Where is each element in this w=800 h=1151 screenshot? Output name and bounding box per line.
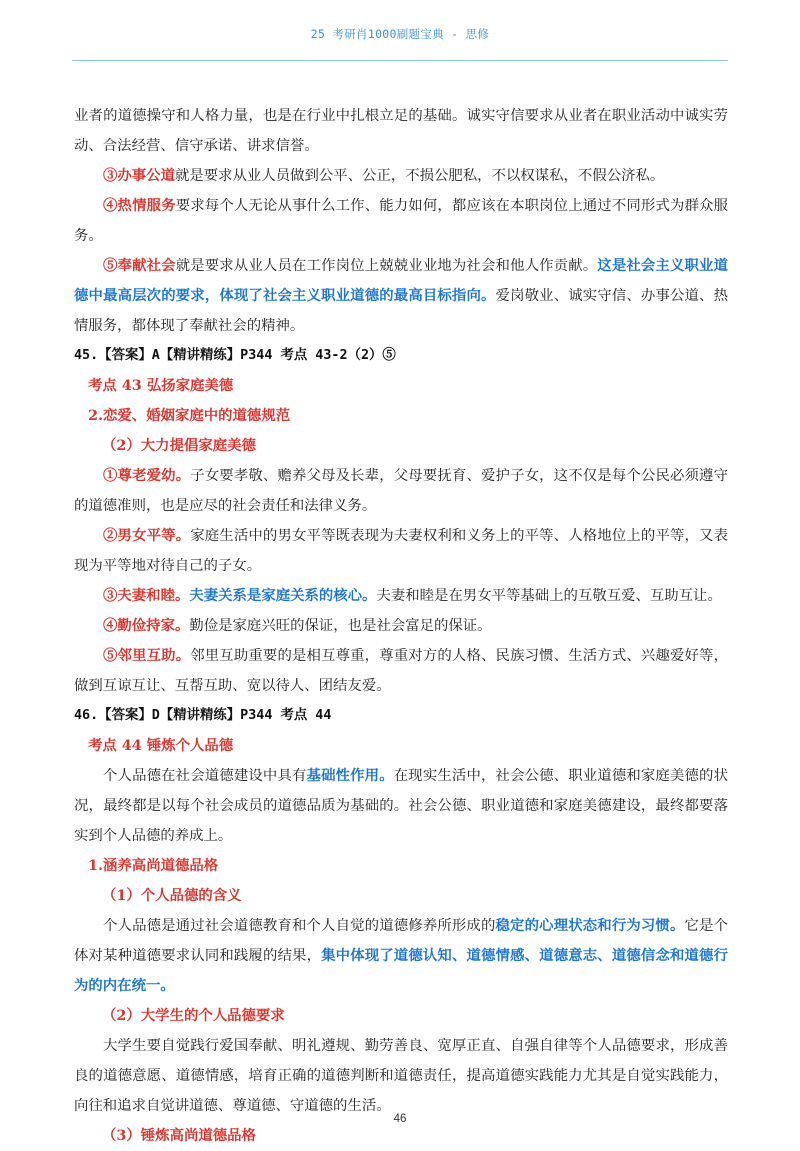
highlight-text: 稳定的心理状态和行为习惯。 xyxy=(495,917,685,934)
paragraph-text: 要求每个人无论从事什么工作、能力如何，都应该在本职岗位上通过不同形式为群众服务。 xyxy=(74,198,728,244)
paragraph-dedication xyxy=(74,251,728,341)
paragraph-neighbor-help xyxy=(74,641,728,701)
highlight-text: 夫妻关系是家庭关系的核心。 xyxy=(189,587,377,604)
term-label: ④勤俭持家。 xyxy=(103,617,190,634)
paragraph-text: 个人品德是通过社会道德教育和个人自觉的道德修养所形成的 xyxy=(103,918,496,934)
item-heading: （2）大学生的个人品德要求 xyxy=(102,1007,285,1024)
paragraph-integrity-cont xyxy=(74,101,728,161)
term-label: ①尊老爱幼。 xyxy=(103,467,191,484)
answer-45: 45.【答案】A【精讲精练】P344 考点 43-2（2）⑤ xyxy=(74,348,396,363)
paragraph-harmony xyxy=(74,581,728,611)
term-label: ④热情服务 xyxy=(103,197,176,214)
paragraph-text: 大学生要自觉践行爱国奉献、明礼遵规、勤劳善良、宽厚正直、自强自律等个人品德要求，形成善良的道德意愿、道德情感，培育正确的道德判断和道德责任，提高道德实践能力尤其是自觉实践能力，向往和追求自觉讲道德、尊道德、守道德的生活。 xyxy=(74,1038,728,1114)
term-label: ②男女平等。 xyxy=(103,527,191,544)
subsection-heading: 1.涵养高尚道德品格 xyxy=(88,857,219,874)
page-body xyxy=(74,101,728,1151)
paragraph-virtue-meaning xyxy=(74,911,728,1001)
subsection-heading: 2.恋爱、婚姻家庭中的道德规范 xyxy=(88,407,291,424)
item-heading: （3）锤炼高尚道德品格 xyxy=(102,1127,256,1144)
paragraph-text: 勤俭是家庭兴旺的保证，也是社会富足的保证。 xyxy=(189,618,492,634)
paragraph-fair-dealing xyxy=(74,161,728,191)
paragraph-text: 业者的道德操守和人格力量，也是在行业中扎根立足的基础。诚实守信要求从业者在职业活动中诚实劳动、合法经营、信守承诺、讲求信誉。 xyxy=(74,108,728,154)
paragraph-gender-equality xyxy=(74,521,728,581)
paragraph-student-virtue xyxy=(74,1031,728,1121)
paragraph-text: 家庭生活中的男女平等既表现为夫妻权利和义务上的平等、人格地位上的平等，又表现为平等地对待自己的子女。 xyxy=(74,528,728,574)
term-label: ③办事公道 xyxy=(103,167,175,184)
term-label: ⑤奉献社会 xyxy=(103,257,176,274)
section-heading-43: 考点 43 弘扬家庭美德 xyxy=(88,377,234,394)
paragraph-text: 它是个体对某种道德要求认同和践履的结果， xyxy=(74,918,728,964)
paragraph-thrift xyxy=(74,611,728,641)
term-label: ⑤邻里互助。 xyxy=(103,647,191,664)
page-header: 25 考研肖1000刷题宝典 - 思修 xyxy=(310,27,490,41)
answer-46: 46.【答案】D【精讲精练】P344 考点 44 xyxy=(74,708,332,723)
paragraph-enthusiastic-service xyxy=(74,191,728,251)
paragraph-text: 爱岗敬业、诚实守信、办事公道、热情服务，都体现了奉献社会的精神。 xyxy=(74,288,728,334)
term-label: ③夫妻和睦。 xyxy=(103,587,190,604)
paragraph-personal-virtue xyxy=(74,761,728,851)
paragraph-text: 子女要孝敬、赡养父母及长辈，父母要抚育、爱护子女，这不仅是每个公民必须遵守的道德准则，也是应尽的社会责任和法律义务。 xyxy=(74,468,728,514)
highlight-text: 这是社会主义职业道德中最高层次的要求，体现了社会主义职业道德的最高目标指向。 xyxy=(74,257,728,304)
paragraph-respect-elders xyxy=(74,461,728,521)
section-heading-44: 考点 44 锤炼个人品德 xyxy=(88,737,234,754)
paragraph-text: 就是要求从业人员做到公平、公正，不损公肥私，不以权谋私，不假公济私。 xyxy=(174,168,665,184)
paragraph-text: 邻里互助重要的是相互尊重，尊重对方的人格、民族习惯、生活方式、兴趣爱好等，做到互谅互让、互帮互助、宽以待人、团结友爱。 xyxy=(74,648,728,694)
page-number: 46 xyxy=(393,1113,407,1125)
paragraph-text: 就是要求从业人员在工作岗位上兢兢业业地为社会和他人作贡献。 xyxy=(175,258,598,274)
item-heading: （1）个人品德的含义 xyxy=(102,887,242,904)
highlight-text: 基础性作用。 xyxy=(306,767,394,784)
paragraph-text: 在现实生活中，社会公德、职业道德和家庭美德的状况，最终都是以每个社会成员的道德品质为基础的。社会公德、职业道德和家庭美德建设，最终都要落实到个人品德的养成上。 xyxy=(74,768,728,844)
highlight-text: 集中体现了道德认知、道德情感、道德意志、道德信念和道德行为的内在统一。 xyxy=(74,947,728,994)
item-heading: （2）大力提倡家庭美德 xyxy=(102,437,256,454)
paragraph-text: 夫妻和睦是在男女平等基础上的互敬互爱、互助互让。 xyxy=(376,588,722,604)
paragraph-text: 个人品德在社会道德建设中具有 xyxy=(103,768,307,784)
header-divider xyxy=(72,60,728,61)
